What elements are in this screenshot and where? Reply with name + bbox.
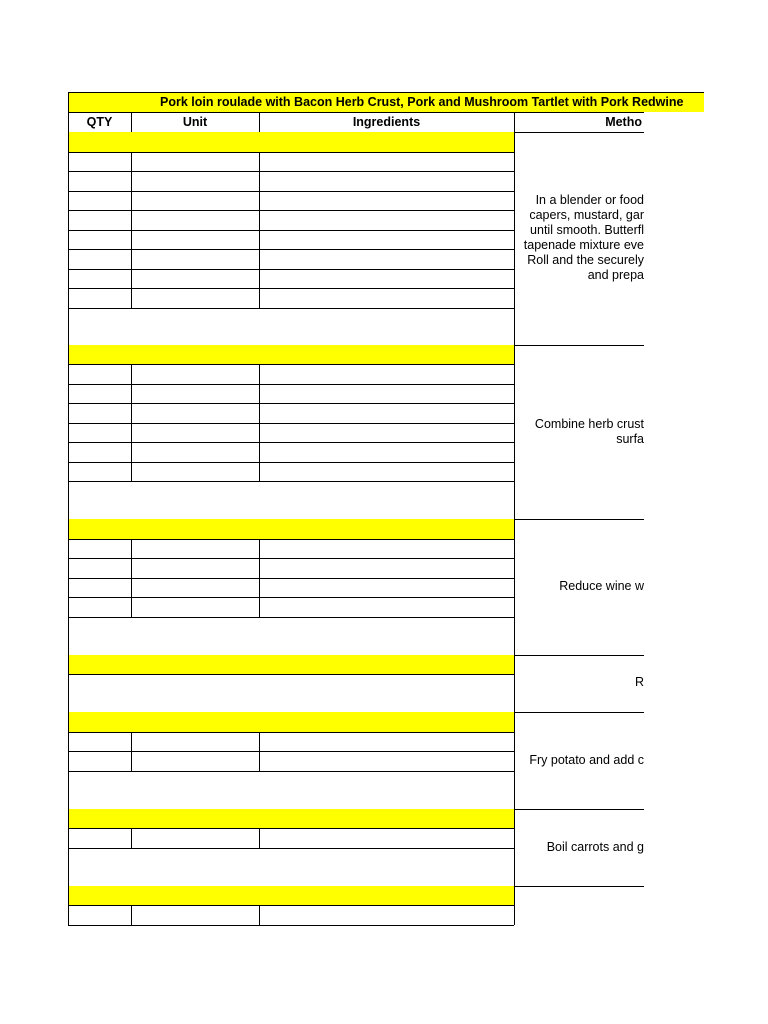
grid-line bbox=[131, 230, 132, 249]
ingredient-cell bbox=[259, 171, 514, 191]
extras-cell bbox=[68, 674, 514, 712]
ingredient-cell bbox=[259, 828, 514, 848]
extras-cell bbox=[68, 308, 514, 345]
grid-line bbox=[68, 112, 644, 113]
grid-line bbox=[514, 345, 515, 519]
method-line: capers, mustard, gar bbox=[529, 208, 644, 223]
grid-line bbox=[131, 249, 132, 269]
method-cell bbox=[514, 655, 644, 713]
qty-cell bbox=[68, 249, 131, 269]
qty-cell bbox=[68, 230, 131, 250]
section-title bbox=[68, 886, 514, 906]
ingredient-cell bbox=[259, 210, 514, 230]
method-cell bbox=[514, 712, 644, 809]
unit-cell bbox=[131, 732, 259, 752]
header-unit: Unit bbox=[182, 114, 208, 129]
grid-line bbox=[514, 712, 515, 809]
qty-cell bbox=[68, 403, 131, 423]
grid-line bbox=[259, 288, 260, 308]
grid-line bbox=[131, 905, 132, 925]
grid-line bbox=[259, 558, 260, 578]
grid-line bbox=[131, 171, 132, 191]
grid-line bbox=[68, 92, 704, 93]
qty-cell bbox=[68, 384, 131, 404]
section-title bbox=[68, 345, 514, 365]
unit-cell bbox=[131, 152, 259, 172]
ingredient-cell bbox=[259, 269, 514, 289]
unit-cell bbox=[131, 558, 259, 578]
unit-cell bbox=[131, 249, 259, 269]
unit-cell bbox=[131, 403, 259, 423]
qty-cell bbox=[68, 558, 131, 578]
grid-line bbox=[514, 132, 515, 345]
qty-cell bbox=[68, 191, 131, 211]
recipe-title: Pork loin roulade with Bacon Herb Crust, Pork and Mushroom Tartlet with Pork Redwine bbox=[68, 92, 704, 112]
section-title bbox=[68, 712, 514, 732]
section-title bbox=[68, 655, 514, 675]
qty-cell bbox=[68, 171, 131, 191]
grid-line bbox=[259, 732, 260, 751]
ingredient-cell bbox=[259, 403, 514, 423]
grid-line bbox=[68, 712, 69, 809]
unit-cell bbox=[131, 384, 259, 404]
grid-line bbox=[131, 462, 132, 481]
method-line: Reduce wine w bbox=[559, 579, 644, 594]
method-line: Boil carrots and g bbox=[546, 839, 644, 854]
qty-cell bbox=[68, 578, 131, 598]
ingredient-cell bbox=[259, 249, 514, 269]
unit-cell bbox=[131, 442, 259, 462]
grid-line bbox=[131, 597, 132, 617]
grid-line bbox=[259, 112, 260, 132]
method-line: until smooth. Butterfl bbox=[530, 223, 644, 238]
method-line: In a blender or food bbox=[535, 193, 644, 208]
method-line: and prepa bbox=[587, 268, 644, 283]
method-cell bbox=[514, 809, 644, 886]
qty-cell bbox=[68, 539, 131, 559]
method-line: tapenade mixture eve bbox=[523, 238, 644, 253]
qty-cell bbox=[68, 597, 131, 617]
grid-line bbox=[259, 462, 260, 481]
grid-line bbox=[259, 578, 260, 597]
ingredient-cell bbox=[259, 578, 514, 598]
ingredient-cell bbox=[259, 539, 514, 559]
grid-line bbox=[131, 442, 132, 462]
unit-cell bbox=[131, 597, 259, 617]
grid-line bbox=[131, 558, 132, 578]
ingredient-cell bbox=[259, 191, 514, 211]
qty-cell bbox=[68, 364, 131, 384]
qty-cell bbox=[68, 269, 131, 289]
extras-cell bbox=[68, 617, 514, 655]
grid-line bbox=[514, 655, 515, 712]
header-ingredients: Ingredients bbox=[352, 114, 421, 129]
grid-line bbox=[259, 171, 260, 191]
qty-cell bbox=[68, 462, 131, 482]
grid-line bbox=[514, 809, 515, 886]
grid-line bbox=[68, 132, 69, 345]
grid-line bbox=[131, 191, 132, 210]
method-line: surfa bbox=[616, 431, 644, 446]
grid-line bbox=[259, 423, 260, 442]
unit-cell bbox=[131, 288, 259, 308]
ingredient-cell bbox=[259, 462, 514, 482]
extras-cell bbox=[68, 771, 514, 809]
method-cell bbox=[514, 345, 644, 520]
qty-cell bbox=[68, 751, 131, 771]
unit-cell bbox=[131, 230, 259, 250]
ingredient-cell bbox=[259, 230, 514, 250]
unit-cell bbox=[131, 905, 259, 925]
unit-cell bbox=[131, 539, 259, 559]
qty-cell bbox=[68, 288, 131, 308]
qty-cell bbox=[68, 905, 131, 925]
method-cell bbox=[514, 886, 644, 925]
header-qty: QTY bbox=[86, 114, 113, 129]
grid-line bbox=[259, 597, 260, 617]
ingredient-cell bbox=[259, 905, 514, 925]
grid-line bbox=[514, 886, 515, 925]
grid-line bbox=[259, 539, 260, 558]
grid-line bbox=[68, 886, 69, 925]
grid-line bbox=[68, 655, 69, 712]
grid-line bbox=[259, 751, 260, 771]
grid-line bbox=[259, 905, 260, 925]
grid-line bbox=[131, 364, 132, 384]
qty-cell bbox=[68, 442, 131, 462]
grid-line bbox=[131, 578, 132, 597]
qty-cell bbox=[68, 152, 131, 172]
unit-cell bbox=[131, 171, 259, 191]
ingredient-cell bbox=[259, 442, 514, 462]
method-line: Roll and the securely bbox=[527, 253, 644, 268]
grid-line bbox=[259, 152, 260, 171]
ingredient-cell bbox=[259, 384, 514, 404]
grid-line bbox=[514, 112, 515, 132]
grid-line bbox=[259, 210, 260, 230]
ingredient-cell bbox=[259, 423, 514, 443]
qty-cell bbox=[68, 828, 131, 848]
extras-cell bbox=[68, 848, 514, 886]
ingredient-cell bbox=[259, 364, 514, 384]
grid-line bbox=[131, 288, 132, 308]
grid-line bbox=[131, 828, 132, 848]
unit-cell bbox=[131, 423, 259, 443]
qty-cell bbox=[68, 732, 131, 752]
unit-cell bbox=[131, 751, 259, 771]
header-method: Metho bbox=[605, 114, 642, 129]
grid-line bbox=[259, 442, 260, 462]
grid-line bbox=[68, 92, 69, 132]
ingredient-cell bbox=[259, 288, 514, 308]
grid-line bbox=[259, 384, 260, 403]
unit-cell bbox=[131, 269, 259, 289]
qty-cell bbox=[68, 210, 131, 230]
grid-line bbox=[68, 519, 69, 655]
method-line: Combine herb crust bbox=[534, 416, 644, 431]
ingredient-cell bbox=[259, 558, 514, 578]
grid-line bbox=[131, 403, 132, 423]
grid-line bbox=[68, 809, 69, 886]
grid-line bbox=[131, 423, 132, 442]
qty-cell bbox=[68, 423, 131, 443]
grid-line bbox=[68, 345, 69, 519]
grid-line bbox=[131, 751, 132, 771]
grid-line bbox=[131, 152, 132, 171]
grid-line bbox=[131, 269, 132, 288]
grid-line bbox=[68, 925, 514, 926]
grid-line bbox=[259, 364, 260, 384]
ingredient-cell bbox=[259, 152, 514, 172]
section-title bbox=[68, 519, 514, 539]
section-title bbox=[68, 809, 514, 829]
grid-line bbox=[259, 249, 260, 269]
grid-line bbox=[131, 732, 132, 751]
grid-line bbox=[131, 112, 132, 132]
method-line: R bbox=[634, 674, 644, 689]
grid-line bbox=[259, 403, 260, 423]
section-title bbox=[68, 132, 514, 152]
unit-cell bbox=[131, 210, 259, 230]
unit-cell bbox=[131, 578, 259, 598]
extras-cell bbox=[68, 481, 514, 519]
grid-line bbox=[259, 828, 260, 848]
unit-cell bbox=[131, 364, 259, 384]
unit-cell bbox=[131, 462, 259, 482]
grid-line bbox=[259, 191, 260, 210]
ingredient-cell bbox=[259, 732, 514, 752]
ingredient-cell bbox=[259, 751, 514, 771]
method-cell bbox=[514, 132, 644, 345]
grid-line bbox=[259, 269, 260, 288]
method-cell bbox=[514, 519, 644, 655]
ingredient-cell bbox=[259, 597, 514, 617]
unit-cell bbox=[131, 191, 259, 211]
grid-line bbox=[131, 539, 132, 558]
grid-line bbox=[131, 384, 132, 403]
grid-line bbox=[131, 210, 132, 230]
grid-line bbox=[514, 519, 515, 655]
method-line: Fry potato and add c bbox=[529, 752, 644, 767]
unit-cell bbox=[131, 828, 259, 848]
grid-line bbox=[259, 230, 260, 249]
